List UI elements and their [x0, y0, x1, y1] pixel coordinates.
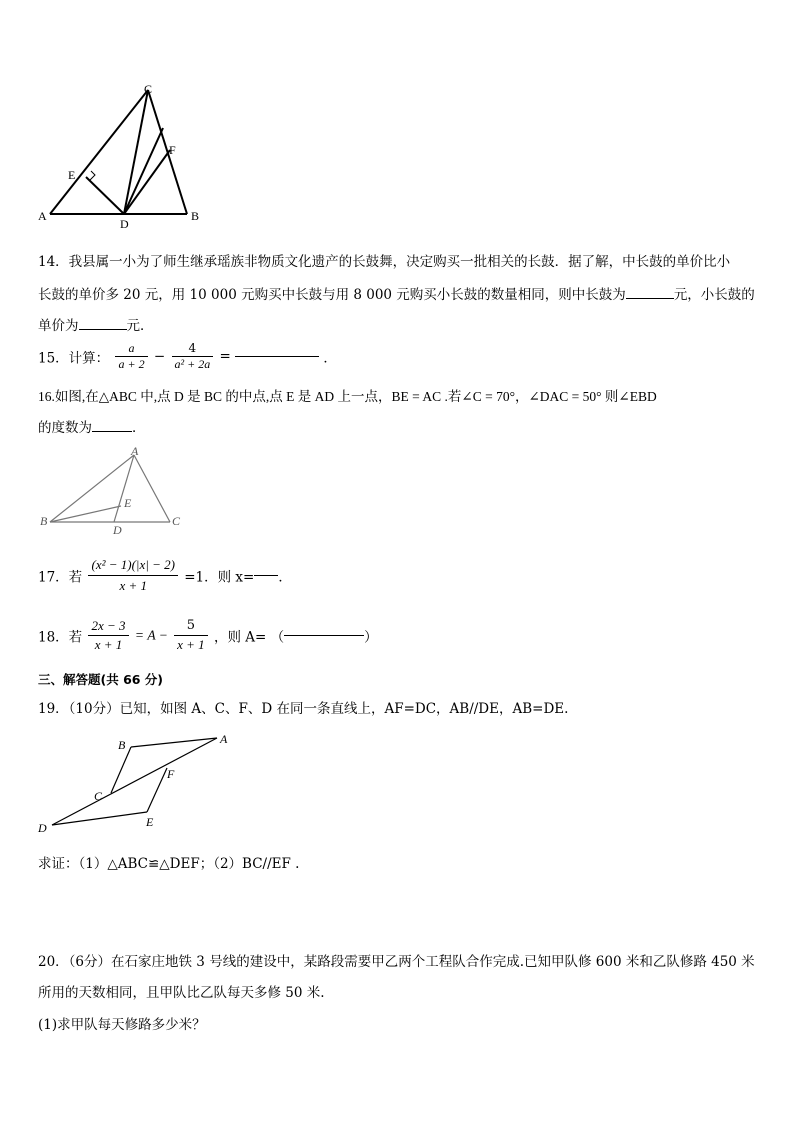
q20-line2	[38, 981, 325, 1001]
q16-text2-end: ．	[132, 420, 146, 436]
q14-text1: 14．我县属一小为了师生继承瑶族非物质文化遗产的长鼓舞，决定购买一批相关的长鼓．据了解，中长鼓的单价比小	[38, 254, 731, 270]
q18-den2: x + 1	[177, 637, 205, 652]
q19-label-c: C	[94, 789, 103, 803]
q19-label-f: F	[167, 767, 175, 781]
q20-text2: 所用的天数相同，且甲队比乙队每天多修 50 米.	[38, 985, 325, 1001]
q18-num: 2x − 3	[88, 617, 128, 636]
q17-prefix: 17．若	[38, 569, 83, 586]
q16-label-e: E	[124, 496, 132, 510]
label-d: D	[120, 217, 129, 230]
q19-line	[38, 697, 568, 717]
q18-num2: 5	[174, 617, 208, 636]
q18-fraction2	[174, 617, 208, 654]
q16-label-c: C	[172, 514, 181, 528]
q19-label-e: E	[146, 815, 154, 829]
label-b: B	[191, 209, 200, 223]
q16-line1	[38, 385, 657, 405]
q19-proof	[38, 852, 299, 872]
q19-label-d: D	[38, 821, 47, 835]
q18-fraction1	[88, 617, 128, 654]
q15-equals: =	[219, 348, 231, 365]
q16-text2: 的度数为	[38, 420, 92, 436]
q15-line	[38, 341, 337, 372]
q15-blank[interactable]	[235, 356, 319, 357]
q15-frac1-den: a + 2	[118, 357, 145, 371]
label-a: A	[38, 209, 47, 223]
q14-line2	[38, 283, 755, 303]
label-c: C	[144, 82, 153, 96]
q15-end: ．	[323, 350, 337, 367]
q14-blank1[interactable]	[626, 298, 674, 299]
q17-end: ．	[278, 569, 292, 586]
q18-den: x + 1	[94, 637, 123, 652]
q15-fraction2	[172, 341, 214, 372]
q15-fraction1	[115, 341, 147, 372]
q16-blank[interactable]	[92, 431, 132, 432]
q17-mid: =1．则 x=	[184, 569, 255, 586]
q17-fraction	[88, 555, 177, 596]
q17-line	[38, 555, 292, 596]
q14-text3: 单价为	[38, 318, 79, 334]
q18-blank[interactable]	[284, 635, 364, 636]
q18-line	[38, 617, 378, 654]
q19-label-b: B	[118, 738, 126, 752]
q14-text3-end: 元．	[126, 318, 154, 334]
q16-line2	[38, 416, 146, 436]
q19-label-a: A	[220, 732, 228, 746]
q15-frac2-num: 4	[172, 341, 214, 357]
q20-text1: 20．（6分）在石家庄地铁 3 号线的建设中，某路段需要甲乙两个工程队合作完成.已知甲队修 600 米和乙队修路 450 米	[38, 954, 755, 970]
q16-text1: 16.如图,在△ABC 中,点 D 是 BC 的中点,点 E 是 AD 上一点，BE = AC .若∠C = 70°，∠DAC = 50° 则∠EBD	[38, 389, 657, 404]
q17-num: (x² − 1)(|x| − 2)	[88, 555, 177, 576]
q19-proof-text: 求证：（1）△ABC≌△DEF；（2）BC//EF .	[38, 856, 300, 872]
q17-den: x + 1	[119, 578, 147, 593]
q17-blank[interactable]	[254, 575, 278, 576]
label-e: E	[68, 168, 76, 182]
q19-text: 19．（10分）已知，如图 A、C、F、D 在同一条直线上，AF=DC，AB//DE，AB=DE.	[38, 701, 569, 717]
q15-minus: −	[153, 348, 166, 365]
q15-frac2-den: a² + 2a	[174, 357, 211, 371]
q14-text2: 长鼓的单价多 20 元，用 10 000 元购买中长鼓与用 8 000 元购买小长鼓的数量相同，则中长鼓为	[38, 287, 626, 303]
q16-label-d: D	[113, 523, 122, 536]
q20-line1	[38, 950, 755, 970]
q15-frac1-num: a	[115, 341, 147, 357]
q18-prefix: 18．若	[38, 629, 83, 646]
quadrilateral-figure-q19	[36, 728, 236, 838]
q16-label-b: B	[40, 514, 48, 528]
triangle-figure-top	[36, 80, 206, 230]
q20-line3	[38, 1013, 206, 1033]
q18-mid: = A −	[134, 627, 168, 643]
q14-line1	[38, 250, 730, 270]
q15-prefix: 15．计算：	[38, 350, 110, 367]
q18-end: ，则 A= （	[213, 629, 285, 646]
q14-text2-end: 元，小长鼓的	[673, 287, 755, 303]
q16-label-a: A	[131, 446, 139, 458]
triangle-figure-q16	[38, 446, 188, 536]
section-heading: 三、解答题(共 66 分)	[38, 672, 164, 687]
q20-text3: (1)求甲队每天修路多少米？	[38, 1017, 206, 1033]
q14-line3	[38, 314, 154, 334]
label-f: F	[169, 143, 176, 157]
q18-close: ）	[364, 629, 378, 646]
q14-blank2[interactable]	[79, 329, 127, 330]
